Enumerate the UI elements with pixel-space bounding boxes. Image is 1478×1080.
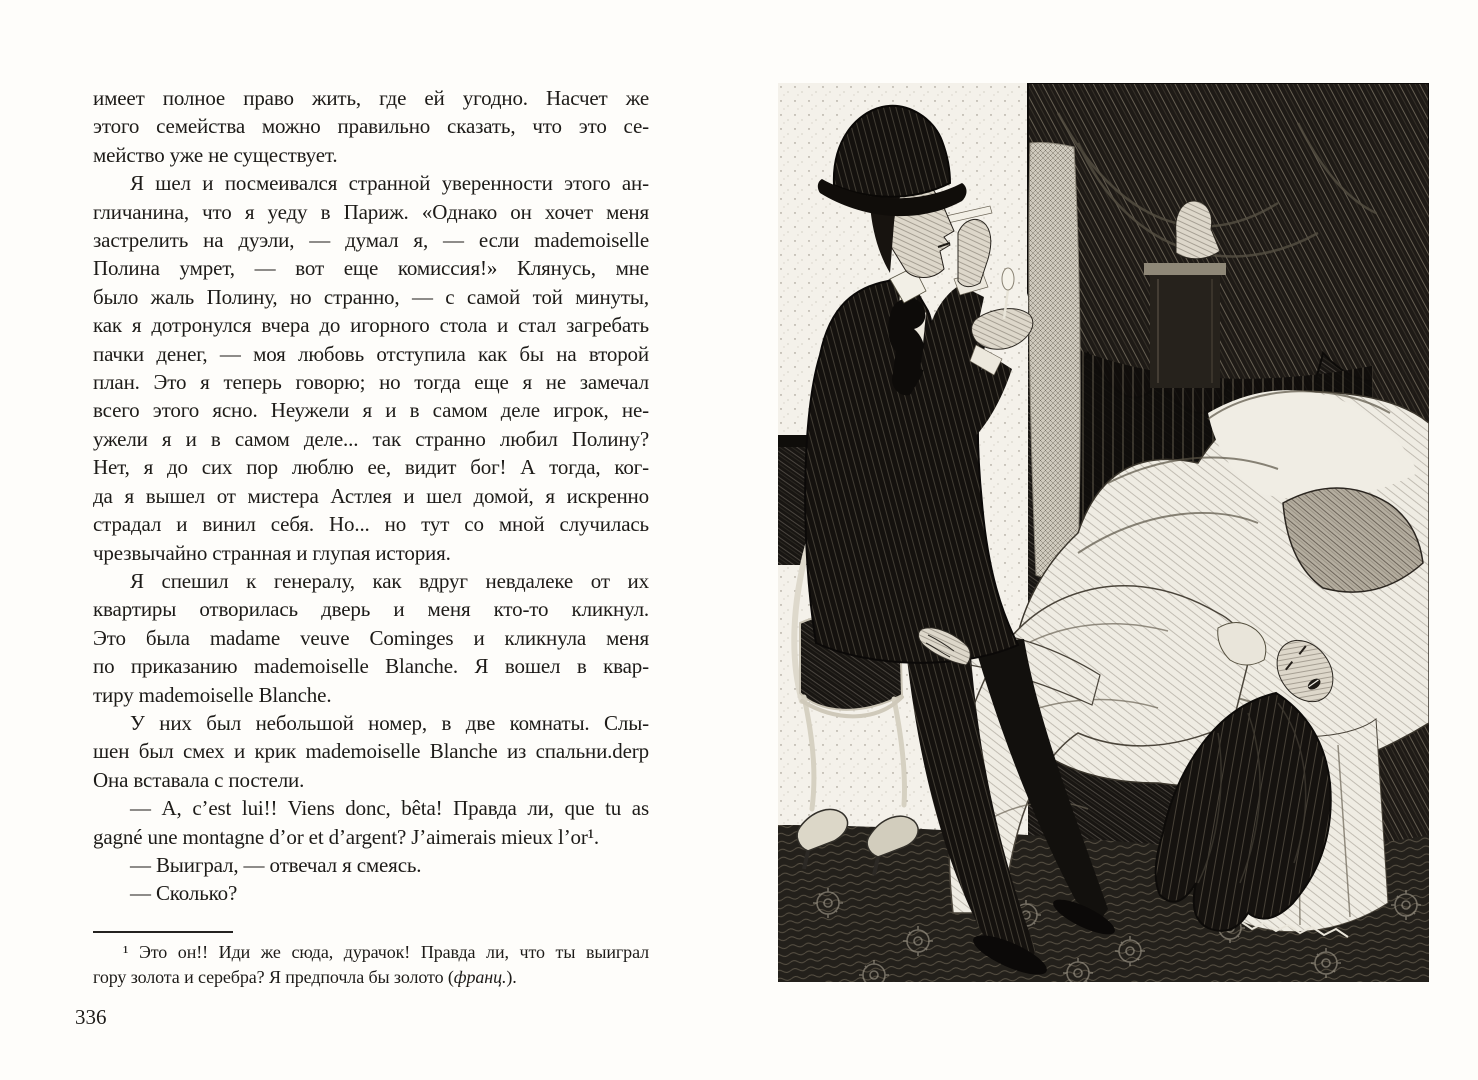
text-line: Нет, я до сих пор люблю ее, видит бог! А тогда, ког- — [93, 455, 649, 480]
text-line: gagné une montagne d’or et d’argent? J’aimerais mieux l’or¹. — [93, 824, 599, 849]
text-line: тиру mademoiselle Blanche. — [93, 682, 332, 707]
text-line: было жаль Полину, но странно, — с самой той минуты, — [93, 284, 649, 309]
text-line: мейство уже не существует. — [93, 142, 338, 167]
text-line: страдал и винил себя. Но... но тут со мной случилась — [93, 512, 649, 537]
net-curtain — [1029, 143, 1080, 578]
text-line: всего этого ясно. Неужели я и в самом деле игрок, не- — [93, 398, 649, 423]
text-line: этого семейства можно правильно сказать, что это се- — [93, 114, 649, 139]
footnote-divider — [93, 931, 233, 933]
text-line: — А, c’est lui!! Viens donc, bêta! Правда ли, que tu as — [130, 796, 649, 821]
text-line: да я вышел от мистера Астлея и шел домой, я искренно — [93, 483, 649, 508]
text-line: — Сколько? — [130, 881, 238, 906]
text-line: застрелить на дуэли, — думал я, — если mademoiselle — [93, 228, 649, 253]
footnote-line-2 — [93, 965, 649, 990]
footnote-line-1: ¹ Это он!! Иди же сюда, дурачок! Правда ли, что ты выиграл — [123, 942, 649, 962]
text-line: чрезвычайно странная и глупая история. — [93, 540, 451, 565]
text-line: план. Это я теперь говорю; но тогда еще я не замечал — [93, 370, 649, 395]
text-line: квартиры отворилась дверь и меня кто-то кликнул. — [93, 597, 649, 622]
main-text — [93, 84, 649, 908]
text-line: Я спешил к генералу, как вдруг невдалеке от их — [130, 568, 649, 593]
text-line: — Выиграл, — отвечал я смеясь. — [130, 852, 422, 877]
text-line: имеет полное право жить, где ей угодно. Насчет же — [93, 86, 649, 110]
footnote-text: ). — [506, 967, 517, 987]
text-line: по приказанию mademoiselle Blanche. Я вошел в квар- — [93, 654, 649, 679]
footnote-language-note: франц. — [453, 967, 507, 987]
text-line: Она вставала с постели. — [93, 767, 305, 792]
footnote — [93, 931, 649, 990]
footnote-text: гору золота и серебра? Я предпочла бы золото ( — [93, 967, 454, 987]
page-number: 336 — [75, 1005, 107, 1029]
text-line: гличанина, что я уеду в Париж. «Однако он хочет меня — [93, 199, 649, 224]
match-flame — [1002, 268, 1014, 290]
text-line: пачки денег, — моя любовь отступила как бы на второй — [93, 341, 649, 366]
text-line: Я шел и посмеивался странной уверенности этого ан- — [130, 171, 649, 196]
text-line: Это была madame veuve Cominges и кликнула меня — [93, 625, 649, 650]
text-line: шен был смех и крик mademoiselle Blanche из спальни.derp — [93, 739, 649, 764]
text-line: ужели я и в самом деле... так странно любил Полину? — [93, 426, 649, 451]
book-illustration — [778, 83, 1429, 982]
text-line: как я дотронулся вчера до игорного стола и стал загребать — [93, 313, 649, 338]
text-line: У них был небольшой номер, в две комнаты. Слы- — [130, 710, 649, 735]
text-line: Полина умрет, — вот еще комиссия!» Клянусь, мне — [93, 256, 649, 281]
